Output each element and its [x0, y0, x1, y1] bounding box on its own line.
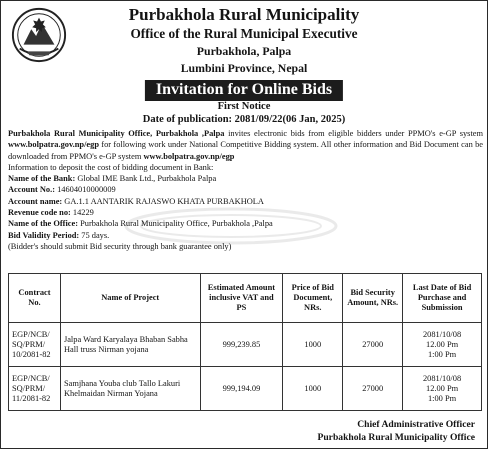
time-2: 1:00 Pm: [427, 349, 457, 359]
bid-validity-label: Bid Validity Period:: [8, 230, 80, 240]
account-name-line: [8, 196, 483, 207]
account-no-label: Account No.:: [8, 185, 55, 195]
province-name: Lumbini Province, Nepal: [180, 61, 308, 75]
table-row: [9, 323, 482, 367]
cell-doc-price: 1000: [283, 367, 343, 411]
col-header-estimate: Estimated Amount inclusive VAT and PS: [200, 274, 283, 323]
col-header-contract: Contract No.: [9, 274, 61, 323]
intro-text-1: invites electronic bids from eligible bidders under PPMO's e-GP system: [224, 129, 484, 138]
office-value: Purbakhola Rural Municipality Office, Purbakhola ,Palpa: [80, 219, 273, 229]
cell-estimate: 999,239.85: [200, 323, 283, 367]
revenue-code-value: 14229: [72, 208, 94, 218]
intro-office-name: Purbakhola Rural Municipality Office, Purbakhola ,Palpa: [8, 129, 225, 138]
cell-project: Jalpa Ward Karyalaya Bhaban Sabha Hall truss Nirman yojana: [60, 323, 200, 367]
municipality-name: Purbakhola Rural Municipality: [128, 5, 360, 24]
cell-last-date: [403, 367, 482, 411]
notice-title-banner: Invitation for Online Bids: [145, 80, 343, 101]
account-name-value: GA.1.1 AANTARIK RAJASWO KHATA PURBAKHOLA: [64, 196, 264, 206]
cell-contract: EGP/NCB/ SQ/PRM/ 11/2081-82: [9, 367, 61, 411]
last-date: 2081/10/08: [422, 329, 462, 339]
account-no-line: [8, 184, 483, 195]
cell-project: Samjhana Youba club Tallo Lakuri Khelmaidan Nirman Yojana: [60, 367, 200, 411]
time-2: 1:00 Pm: [427, 393, 457, 403]
bank-name-value: Global IME Bank Ltd., Purbakhola Palpa: [77, 174, 217, 184]
office-label: Name of the Office:: [8, 219, 78, 229]
cell-security: 27000: [343, 367, 403, 411]
security-note: (Bidder's should submit Bid security through bank guarantee only): [8, 241, 232, 251]
egp-link-2[interactable]: www.bolpatra.gov.np/egp: [143, 151, 235, 161]
office-name-line: [8, 218, 483, 229]
cell-estimate: 999,194.09: [200, 367, 283, 411]
first-notice-label: First Notice: [217, 101, 271, 112]
signatory-title: Chief Administrative Officer: [357, 419, 475, 430]
bank-name-label: Name of the Bank:: [8, 174, 76, 184]
deposit-info: Information to deposit the cost of bidding document in Bank:: [8, 162, 214, 172]
bid-validity-line: [8, 230, 483, 241]
notice-body: [8, 128, 483, 252]
col-header-security: Bid Security Amount, NRs.: [343, 274, 403, 323]
intro-paragraph: [8, 128, 483, 162]
egp-link-1[interactable]: www.bolpatra.gov.np/egp: [8, 140, 99, 150]
col-header-project: Name of Project: [60, 274, 200, 323]
signatory-office: Purbakhola Rural Municipality Office: [317, 432, 475, 443]
bid-table: [8, 273, 482, 411]
col-header-doc-price: Price of Bid Document, NRs.: [283, 274, 343, 323]
last-date: 2081/10/08: [422, 373, 462, 383]
revenue-code-label: Revenue code no:: [8, 208, 71, 218]
revenue-code-line: [8, 207, 483, 218]
cell-security: 27000: [343, 323, 403, 367]
time-1: 12.00 Pm: [426, 339, 459, 349]
account-no-value: 14604010000009: [57, 185, 116, 195]
time-1: 12.00 Pm: [426, 383, 459, 393]
account-name-label: Account name:: [8, 196, 63, 206]
office-name: Office of the Rural Municipal Executive: [130, 26, 358, 41]
bank-name-line: [8, 173, 483, 184]
bid-validity-value: 75 days.: [81, 230, 110, 240]
cell-contract: EGP/NCB/ SQ/PRM/ 10/2081-82: [9, 323, 61, 367]
cell-last-date: [403, 323, 482, 367]
place-name: Purbakhola, Palpa: [196, 44, 292, 58]
table-header-row: [9, 274, 482, 323]
col-header-last-date: Last Date of Bid Purchase and Submission: [403, 274, 482, 323]
cell-doc-price: 1000: [283, 323, 343, 367]
table-row: [9, 367, 482, 411]
intro-text-2: for following work under National Competitive Bidding system. All other information and Bid Document can be downloaded from PPMO's e-GP system: [8, 140, 483, 161]
publication-date: Date of publication: 2081/09/22(06 Jan, 2025): [142, 114, 346, 125]
